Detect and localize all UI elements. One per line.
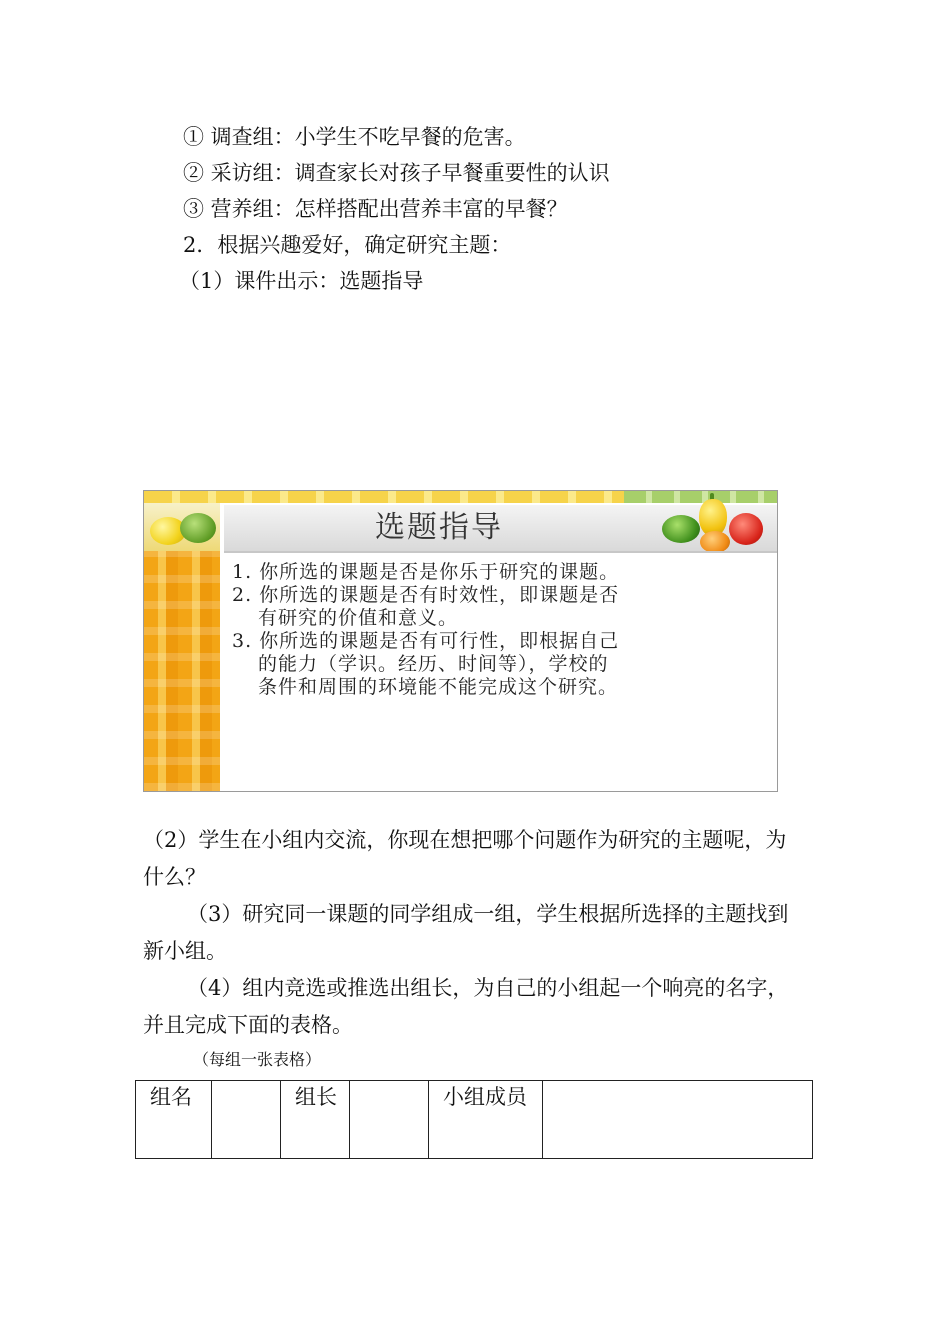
slide-line: 的能力（学识。经历、时间等），学校的 xyxy=(258,653,609,675)
lime-icon xyxy=(180,513,216,543)
slide-line: 有研究的价值和意义。 xyxy=(258,607,459,629)
cell-members-value[interactable] xyxy=(543,1081,813,1159)
para4-line1: （4）组内竞选或推选出组长，为自己的小组起一个响亮的名字， xyxy=(187,976,789,1000)
cell-group-name-label: 组名 xyxy=(136,1081,212,1159)
group-info-table xyxy=(135,1080,813,1159)
slide-text-lines xyxy=(232,561,767,699)
cell-group-name-value[interactable] xyxy=(212,1081,281,1159)
para3-line2: 新小组。 xyxy=(143,939,227,963)
green-pepper-icon xyxy=(662,515,700,543)
slide-line: 条件和周围的环境能不能完成这个研究。 xyxy=(258,676,619,698)
red-pepper-icon xyxy=(729,513,763,545)
slide-line: 3. 你所选的课题是否有可行性，即根据自己 xyxy=(232,630,620,652)
step2-heading: 2．根据兴趣爱好，确定研究主题： xyxy=(183,233,512,257)
list-item-interview-group: ② 采访组：调查家长对孩子早餐重要性的认识 xyxy=(183,161,610,185)
slide-image-topic-guidance xyxy=(143,490,778,792)
slide-top-stripe-green xyxy=(624,491,777,503)
step2-sub1: （1）课件出示：选题指导 xyxy=(179,269,424,293)
slide-line: 2. 你所选的课题是否有时效性，即课题是否 xyxy=(232,584,620,606)
slide-line: 1. 你所选的课题是否是你乐于研究的课题。 xyxy=(232,561,620,583)
table-row xyxy=(136,1081,813,1159)
cell-leader-value[interactable] xyxy=(350,1081,429,1159)
para4-line2: 并且完成下面的表格。 xyxy=(143,1013,353,1037)
list-item-survey-group: ① 调查组：小学生不吃早餐的危害。 xyxy=(183,125,526,149)
table-note: （每组一张表格） xyxy=(193,1050,322,1069)
para2-line1: （2）学生在小组内交流，你现在想把哪个问题作为研究的主题呢，为 xyxy=(143,828,787,852)
cell-members-label: 小组成员 xyxy=(429,1081,543,1159)
cell-leader-label: 组长 xyxy=(281,1081,350,1159)
para3-line1: （3）研究同一课题的同学组成一组，学生根据所选择的主题找到 xyxy=(187,902,789,926)
orange-pepper-icon xyxy=(700,531,730,553)
list-item-nutrition-group: ③ 营养组：怎样搭配出营养丰富的早餐？ xyxy=(183,197,568,221)
slide-title: 选题指导 xyxy=(375,510,503,545)
para2-line2: 什么？ xyxy=(143,865,206,889)
